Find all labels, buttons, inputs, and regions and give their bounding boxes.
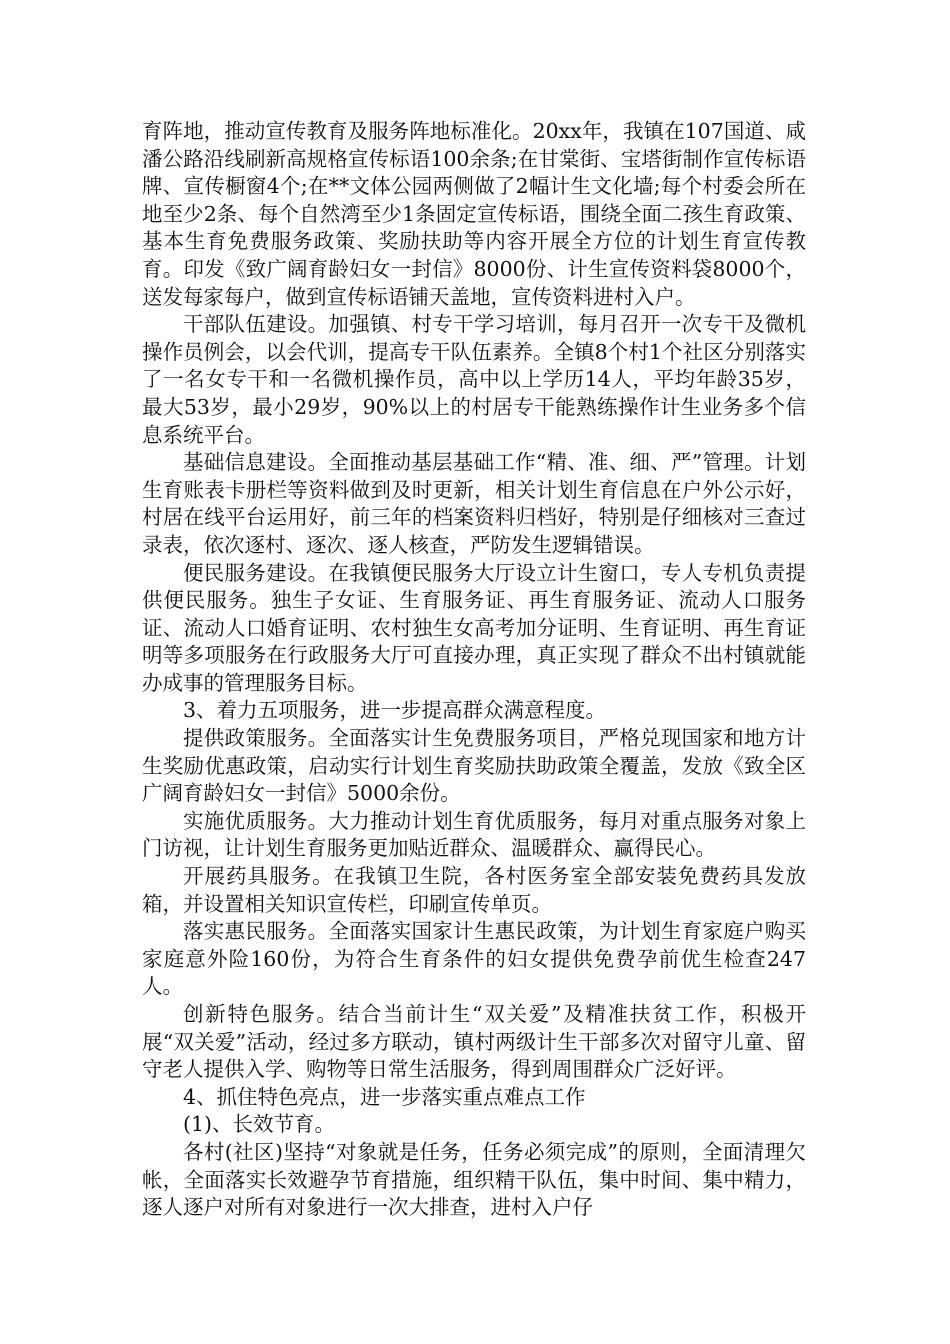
section-heading-key-work: 4、抓住特色亮点，进一步落实重点难点工作 [183, 1084, 586, 1109]
paragraph-special-service: 创新特色服务。结合当前计生“双关爱”及精准扶贫工作，积极开展“双关爱”活动，经过多方联动，镇村两级计生干部多次对留守儿童、留守老人提供入学、购物等日常生活服务，得到周围群众广泛好评。 [142, 1002, 806, 1082]
paragraph-basic-info: 基础信息建设。全面推动基层基础工作“精、准、细、严”管理。计划生育账表卡册栏等资料做到及时更新，相关计划生育信息在户外公示好，村居在线平台运用好，前三年的档案资料归档好，特别是仔细核对三查过录表，依次逐村、逐次、逐人核查，严防发生逻辑错误。 [142, 450, 806, 557]
subheading-long-term-contraception: (1)、长效节育。 [183, 1112, 336, 1137]
paragraph-convenience-service: 便民服务建设。在我镇便民服务大厅设立计生窗口，专人专机负责提供便民服务。独生子女证、生育服务证、再生育服务证、流动人口服务证、流动人口婚育证明、农村独生女高考加分证明、生育证明、再生育证明等多项服务在行政服务大厅可直接办理，真正实现了群众不出村镇就能办成事的管理服务目标。 [142, 560, 806, 695]
section-heading-five-services: 3、着力五项服务，进一步提高群众满意程度。 [183, 698, 607, 723]
paragraph-cadre-team: 干部队伍建设。加强镇、村专干学习培训，每月召开一次专干及微机操作员例会，以会代训，提高专干队伍素养。全镇8个村1个社区分别落实了一名女专干和一名微机操作员，高中以上学历14人，平均年龄35岁，最大53岁，最小29岁，90%以上的村居专干能熟练操作计生业务多个信息系统平台。 [142, 312, 806, 447]
paragraph-benefit-service: 落实惠民服务。全面落实国家计生惠民政策，为计划生育家庭户购买家庭意外险160份，为符合生育条件的妇女提供免费孕前优生检查247人。 [142, 919, 806, 999]
paragraph-medicine-service: 开展药具服务。在我镇卫生院，各村医务室全部安装免费药具发放箱，并设置相关知识宣传栏，印刷宣传单页。 [142, 864, 806, 916]
paragraph-policy-service: 提供政策服务。全面落实计生免费服务项目，严格兑现国家和地方计生奖励优惠政策，启动实行计划生育奖励扶助政策全覆盖，发放《致全区广阔育龄妇女一封信》5000余份。 [142, 726, 806, 806]
paragraph-quality-service: 实施优质服务。大力推动计划生育优质服务，每月对重点服务对象上门访视，让计划生育服务更加贴近群众、温暖群众、赢得民心。 [142, 808, 806, 861]
paragraph-publicity-positions: 育阵地，推动宣传教育及服务阵地标准化。20xx年，我镇在107国道、咸潘公路沿线刷新高规格宣传标语100余条;在甘棠街、宝塔街制作宣传标语牌、宣传橱窗4个;在**文体公园两侧做了2幅计生文化墙;每个村委会所在地至少2条、每个自然湾至少1条固定宣传标语，围绕全面二孩生育政策、基本生育免费服务政策、奖励扶助等内容开展全方位的计划生育宣传教育。印发《致广阔育龄妇女一封信》8000份、计生宣传资料袋8000个，送发每家每户，做到宣传标语铺天盖地，宣传资料进村入户。 [142, 119, 806, 309]
paragraph-village-community: 各村(社区)坚持“对象就是任务，任务必须完成”的原则，全面清理欠帐，全面落实长效避孕节育措施，组织精干队伍，集中时间、集中精力，逐人逐户对所有对象进行一次大排查，进村入户仔 [142, 1139, 806, 1220]
document-page [142, 118, 806, 1222]
